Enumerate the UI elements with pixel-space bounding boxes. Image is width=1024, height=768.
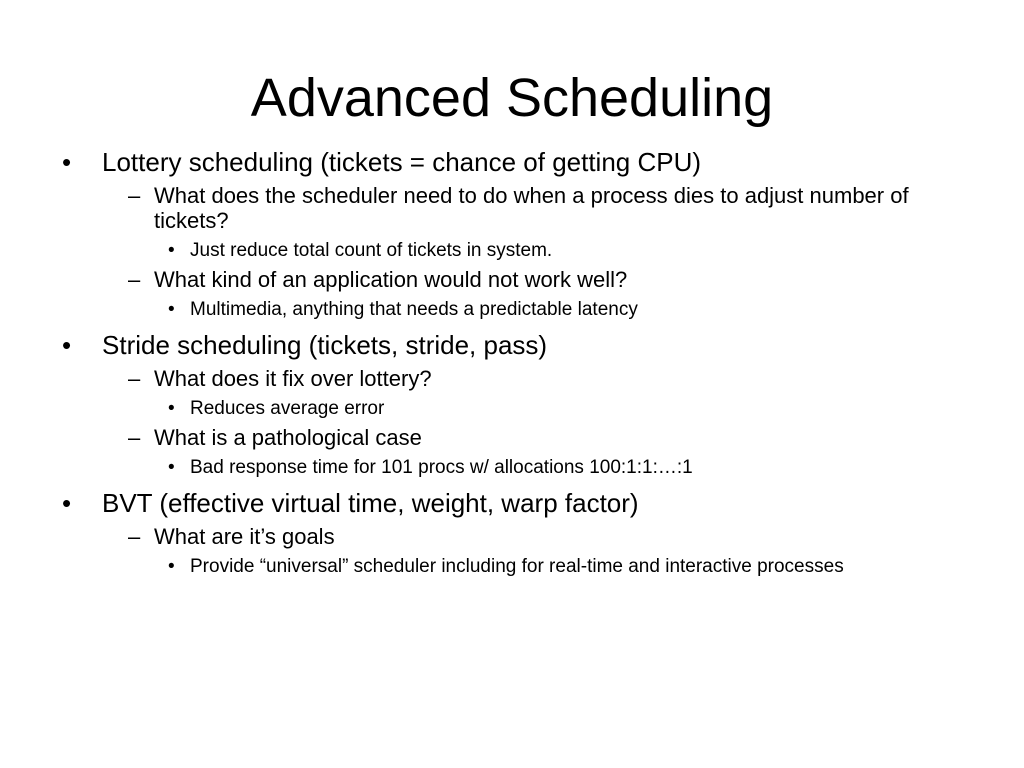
sub-sub-bullet-text: Provide “universal” scheduler including for real-time and interactive processes [190,556,844,577]
sub-bullet-text: What kind of an application would not work well? [154,267,628,292]
bullet-text: Stride scheduling (tickets, stride, pass) [102,330,548,360]
bullet-text: BVT (effective virtual time, weight, warp factor) [102,488,639,518]
bullet-dot-icon: • [168,457,175,478]
bullet-dot-icon: • [62,330,72,360]
bullet-dot-icon: • [168,556,175,577]
sub-bullet-text: What is a pathological case [154,425,422,450]
bullet-bvt [60,487,980,519]
dash-icon: – [128,267,141,292]
sub-bullet-text: What does the scheduler need to do when a process dies to adjust number of tickets? [154,183,909,233]
dash-icon: – [128,366,141,391]
bullet-dot-icon: • [168,398,175,419]
sub-bullet [128,267,980,292]
slide-title: Advanced Scheduling [250,68,774,128]
bullet-lottery-scheduling [60,146,980,178]
sub-sub-bullet-text: Bad response time for 101 procs w/ allocations 100:1:1:…:1 [190,457,693,478]
sub-bullet-text: What does it fix over lottery? [154,366,432,391]
sub-sub-bullet-text: Multimedia, anything that needs a predictable latency [190,299,638,320]
sub-bullet [128,366,980,391]
bullet-dot-icon: • [62,147,72,177]
dash-icon: – [128,524,141,549]
sub-sub-bullet [168,239,980,262]
sub-sub-bullet-text: Reduces average error [190,398,385,419]
bullet-dot-icon: • [168,240,175,261]
sub-sub-bullet [168,456,980,479]
sub-sub-bullet [168,397,980,420]
sub-sub-bullet [168,555,980,578]
bullet-dot-icon: • [62,488,72,518]
bullet-dot-icon: • [168,299,175,320]
sub-bullet-text: What are it’s goals [154,524,335,549]
dash-icon: – [128,425,141,450]
sub-bullet [128,183,980,233]
bullet-text: Lottery scheduling (tickets = chance of getting CPU) [102,147,702,177]
slide-body [60,146,980,578]
sub-sub-bullet [168,298,980,321]
sub-bullet [128,524,980,549]
sub-bullet [128,425,980,450]
sub-sub-bullet-text: Just reduce total count of tickets in system. [190,240,553,261]
dash-icon: – [128,183,141,208]
bullet-stride-scheduling [60,329,980,361]
